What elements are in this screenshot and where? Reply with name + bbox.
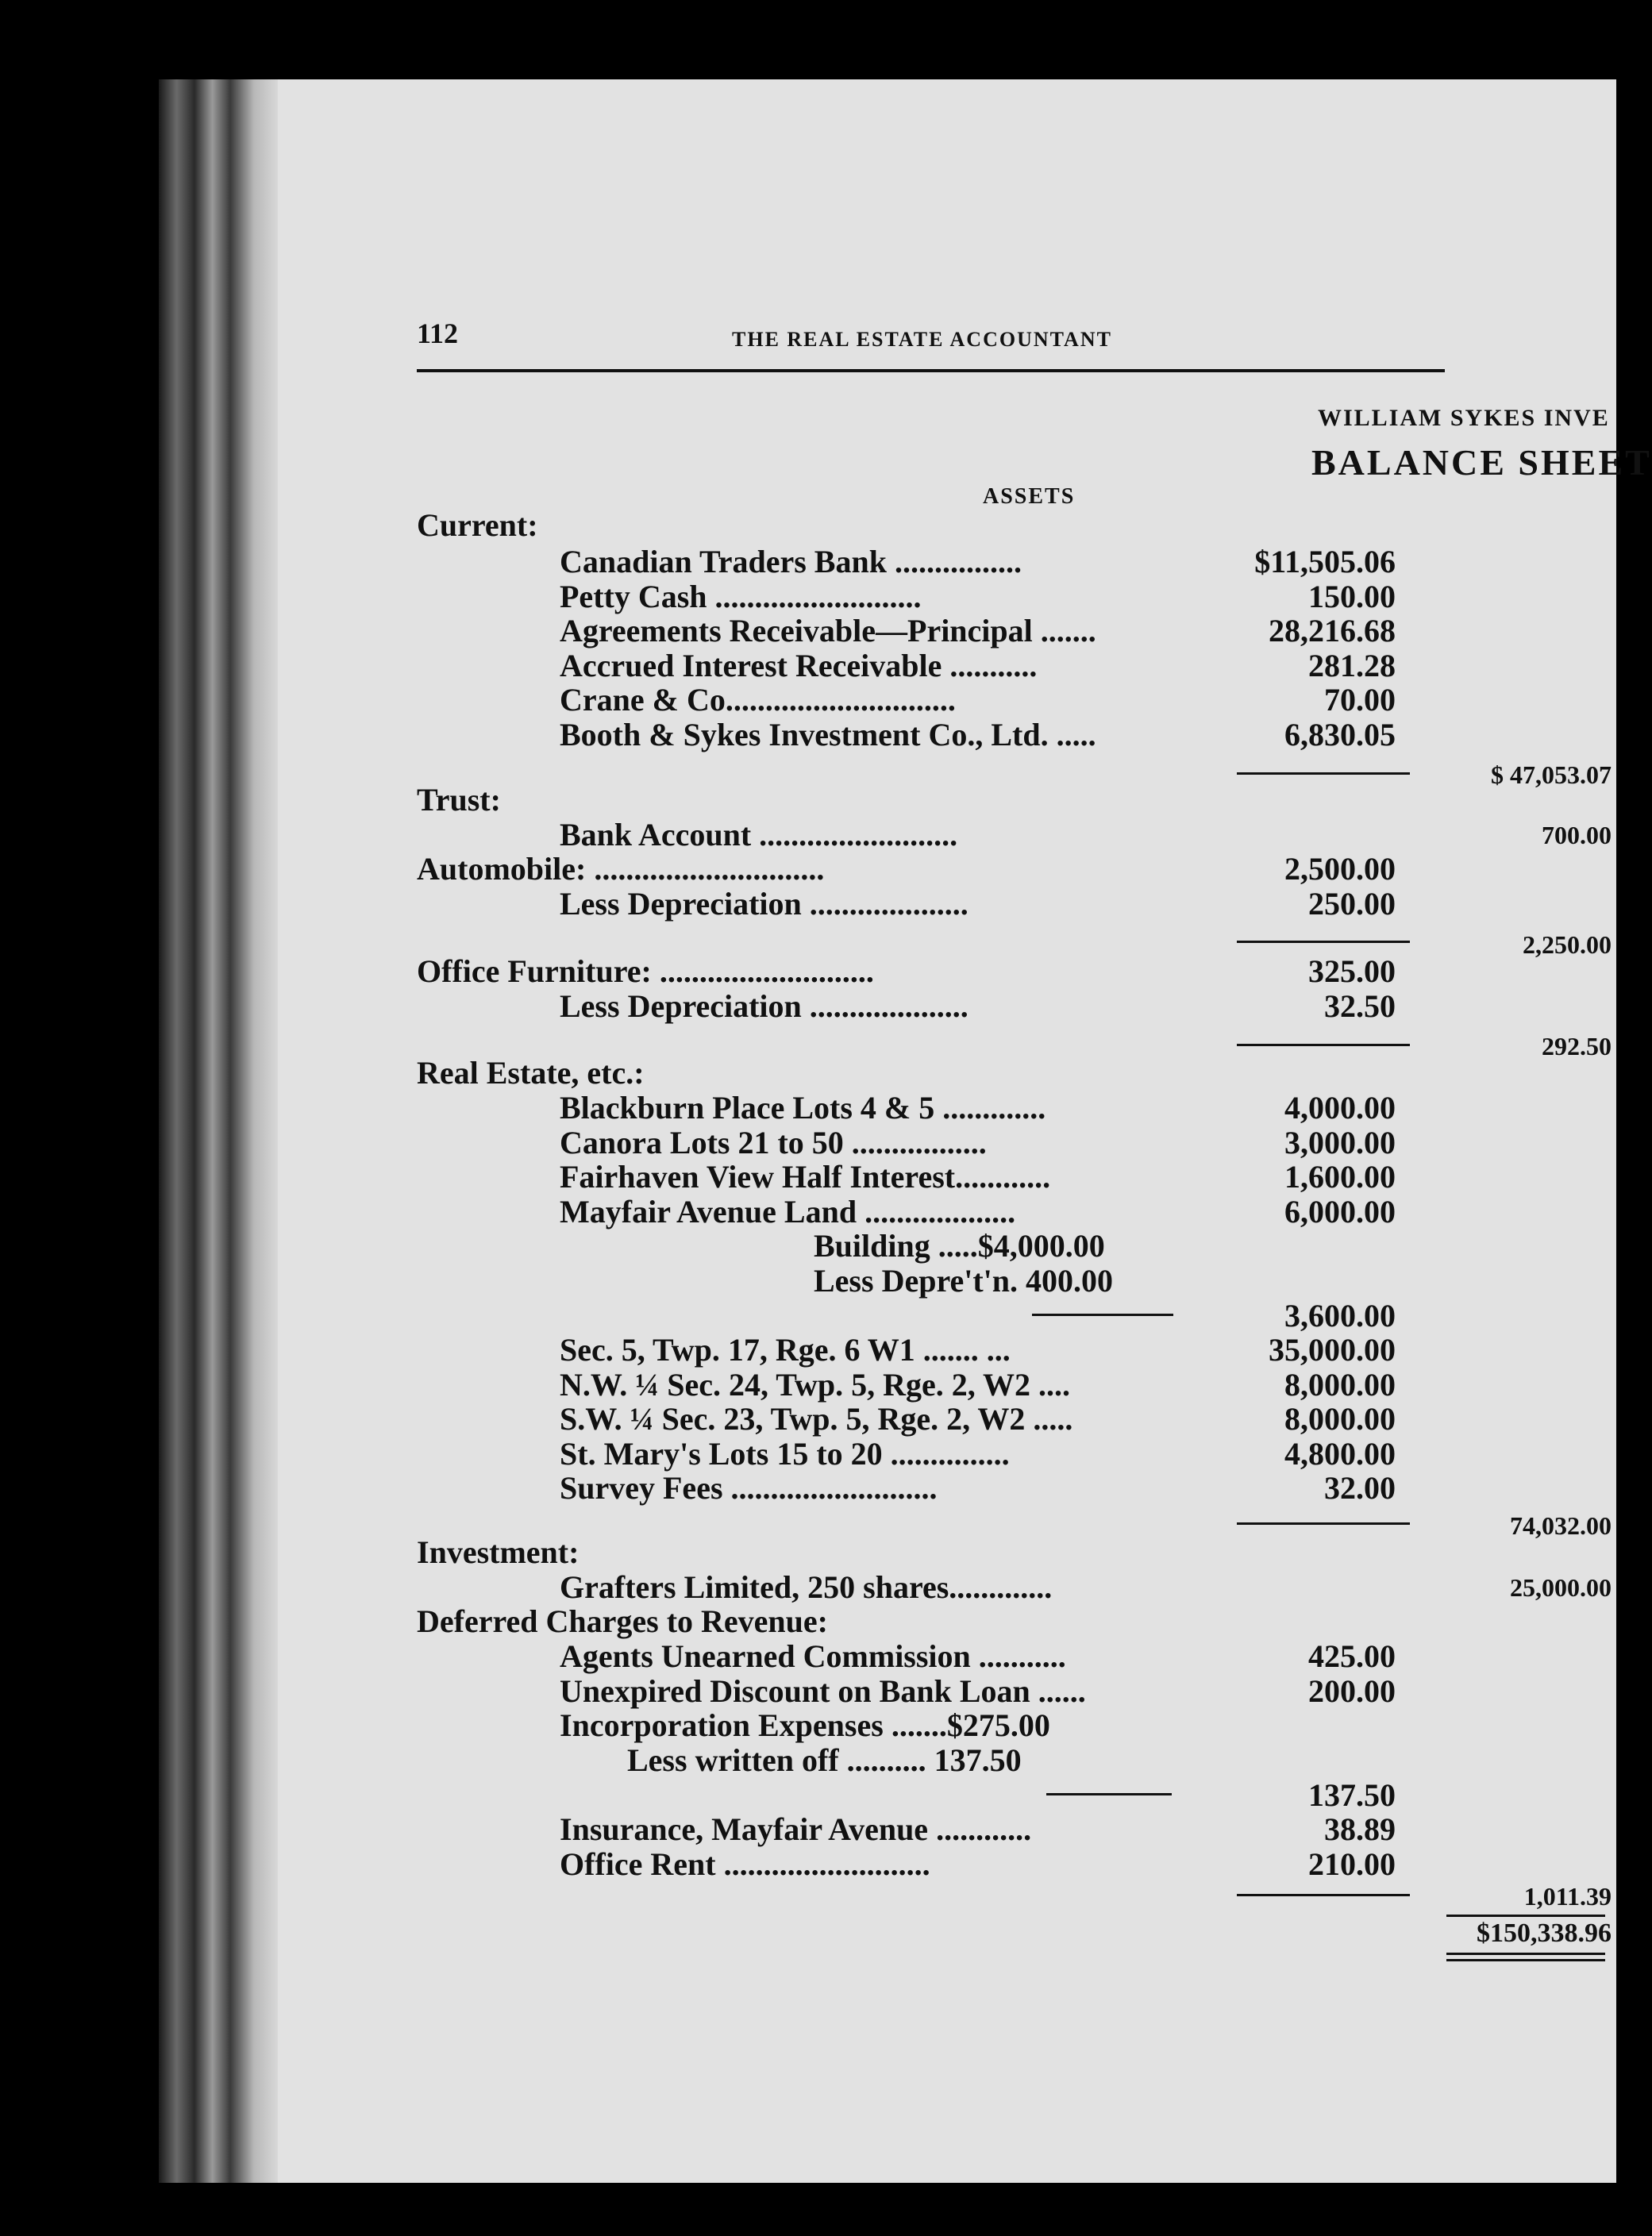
book-spine	[159, 79, 278, 2183]
amount-inner: 3,000.00	[1284, 1125, 1396, 1160]
row-label: Building .....$4,000.00	[814, 1228, 1105, 1264]
total-double-rule	[1446, 1959, 1605, 1961]
subtotal-rule	[1237, 1894, 1410, 1896]
amount-inner: 3,600.00	[1284, 1298, 1396, 1334]
grand-total: $150,338.96	[1477, 1918, 1612, 1948]
amount-inner: 4,000.00	[1284, 1090, 1396, 1126]
amount-inner: 70.00	[1324, 682, 1396, 718]
row-label: Survey Fees ..........................	[560, 1470, 938, 1506]
row-label: Canora Lots 21 to 50 .................	[560, 1125, 987, 1160]
subtotal-rule	[1032, 1314, 1173, 1316]
row-label: Bank Account .........................	[560, 817, 958, 852]
row-label: Petty Cash ..........................	[560, 579, 922, 614]
total-rule	[1446, 1915, 1605, 1917]
sheet-title: BALANCE SHEET	[1311, 442, 1652, 483]
amount-inner: 32.00	[1324, 1470, 1396, 1506]
row-label: Incorporation Expenses .......$275.00	[560, 1707, 1050, 1743]
row-label: Current:	[417, 507, 538, 543]
row-label: Sec. 5, Twp. 17, Rge. 6 W1 ....... ...	[560, 1332, 1011, 1368]
amount-inner: 28,216.68	[1269, 613, 1396, 648]
amount-outer: 292.50	[1542, 1032, 1612, 1060]
row-label: Accrued Interest Receivable ...........	[560, 648, 1038, 683]
row-label: Automobile: .............................	[417, 851, 825, 887]
subtotal-rule	[1046, 1793, 1172, 1795]
amount-inner: 38.89	[1324, 1811, 1396, 1847]
row-label: Canadian Traders Bank ................	[560, 544, 1022, 579]
amount-inner: 6,830.05	[1284, 717, 1396, 752]
row-label: Crane & Co.............................	[560, 682, 956, 718]
amount-inner: 6,000.00	[1284, 1194, 1396, 1230]
amount-inner: 250.00	[1308, 886, 1396, 922]
row-label: Less Depreciation ....................	[560, 988, 968, 1024]
amount-inner: 2,500.00	[1284, 851, 1396, 887]
row-label: S.W. ¼ Sec. 23, Twp. 5, Rge. 2, W2 .....	[560, 1401, 1073, 1437]
row-label: Blackburn Place Lots 4 & 5 .............	[560, 1090, 1046, 1126]
row-label: St. Mary's Lots 15 to 20 ...............	[560, 1436, 1010, 1472]
amount-inner: 210.00	[1308, 1846, 1396, 1882]
row-label: Less Depre't'n. 400.00	[814, 1263, 1114, 1299]
amount-inner: 137.50	[1308, 1777, 1396, 1813]
amount-inner: 425.00	[1308, 1638, 1396, 1674]
amount-inner: 200.00	[1308, 1673, 1396, 1709]
amount-inner: 1,600.00	[1284, 1159, 1396, 1195]
section-heading: ASSETS	[983, 484, 1076, 509]
row-label: Real Estate, etc.:	[417, 1055, 645, 1091]
amount-inner: $11,505.06	[1254, 544, 1396, 579]
amount-outer: 1,011.39	[1523, 1882, 1612, 1911]
amount-inner: 8,000.00	[1284, 1367, 1396, 1403]
subtotal-rule	[1237, 941, 1410, 943]
row-label: Mayfair Avenue Land ...................	[560, 1194, 1016, 1230]
subtotal-rule	[1237, 1044, 1410, 1046]
row-label: Less written off .......... 137.50	[627, 1742, 1022, 1778]
row-label: Grafters Limited, 250 shares.............	[560, 1569, 1053, 1605]
row-label: Office Furniture: ...........................	[417, 953, 874, 989]
row-label: Unexpired Discount on Bank Loan ......	[560, 1673, 1086, 1709]
total-double-rule	[1446, 1953, 1605, 1955]
amount-inner: 32.50	[1324, 988, 1396, 1024]
company-name: WILLIAM SYKES INVE	[1318, 405, 1610, 431]
amount-inner: 150.00	[1308, 579, 1396, 614]
row-label: Less Depreciation ....................	[560, 886, 968, 922]
page-number: 112	[417, 318, 459, 349]
running-head: THE REAL ESTATE ACCOUNTANT	[732, 328, 1112, 351]
amount-outer: 74,032.00	[1510, 1511, 1612, 1540]
amount-inner: 35,000.00	[1269, 1332, 1396, 1368]
row-label: Investment:	[417, 1534, 580, 1570]
row-label: Deferred Charges to Revenue:	[417, 1603, 828, 1639]
row-label: Trust:	[417, 782, 501, 818]
amount-inner: 4,800.00	[1284, 1436, 1396, 1472]
amount-inner: 8,000.00	[1284, 1401, 1396, 1437]
amount-outer: 700.00	[1542, 821, 1612, 849]
row-label: N.W. ¼ Sec. 24, Twp. 5, Rge. 2, W2 ....	[560, 1367, 1071, 1403]
amount-outer: 25,000.00	[1510, 1573, 1612, 1602]
amount-outer: $ 47,053.07	[1491, 760, 1612, 789]
subtotal-rule	[1237, 772, 1410, 775]
row-label: Agents Unearned Commission ...........	[560, 1638, 1066, 1674]
row-label: Insurance, Mayfair Avenue ............	[560, 1811, 1032, 1847]
row-label: Agreements Receivable—Principal .......	[560, 613, 1096, 648]
subtotal-rule	[1237, 1522, 1410, 1525]
row-label: Booth & Sykes Investment Co., Ltd. .....	[560, 717, 1096, 752]
amount-inner: 325.00	[1308, 953, 1396, 989]
page-header	[417, 314, 1445, 372]
amount-inner: 281.28	[1308, 648, 1396, 683]
amount-outer: 2,250.00	[1523, 930, 1612, 959]
row-label: Fairhaven View Half Interest............	[560, 1159, 1051, 1195]
row-label: Office Rent ..........................	[560, 1846, 930, 1882]
